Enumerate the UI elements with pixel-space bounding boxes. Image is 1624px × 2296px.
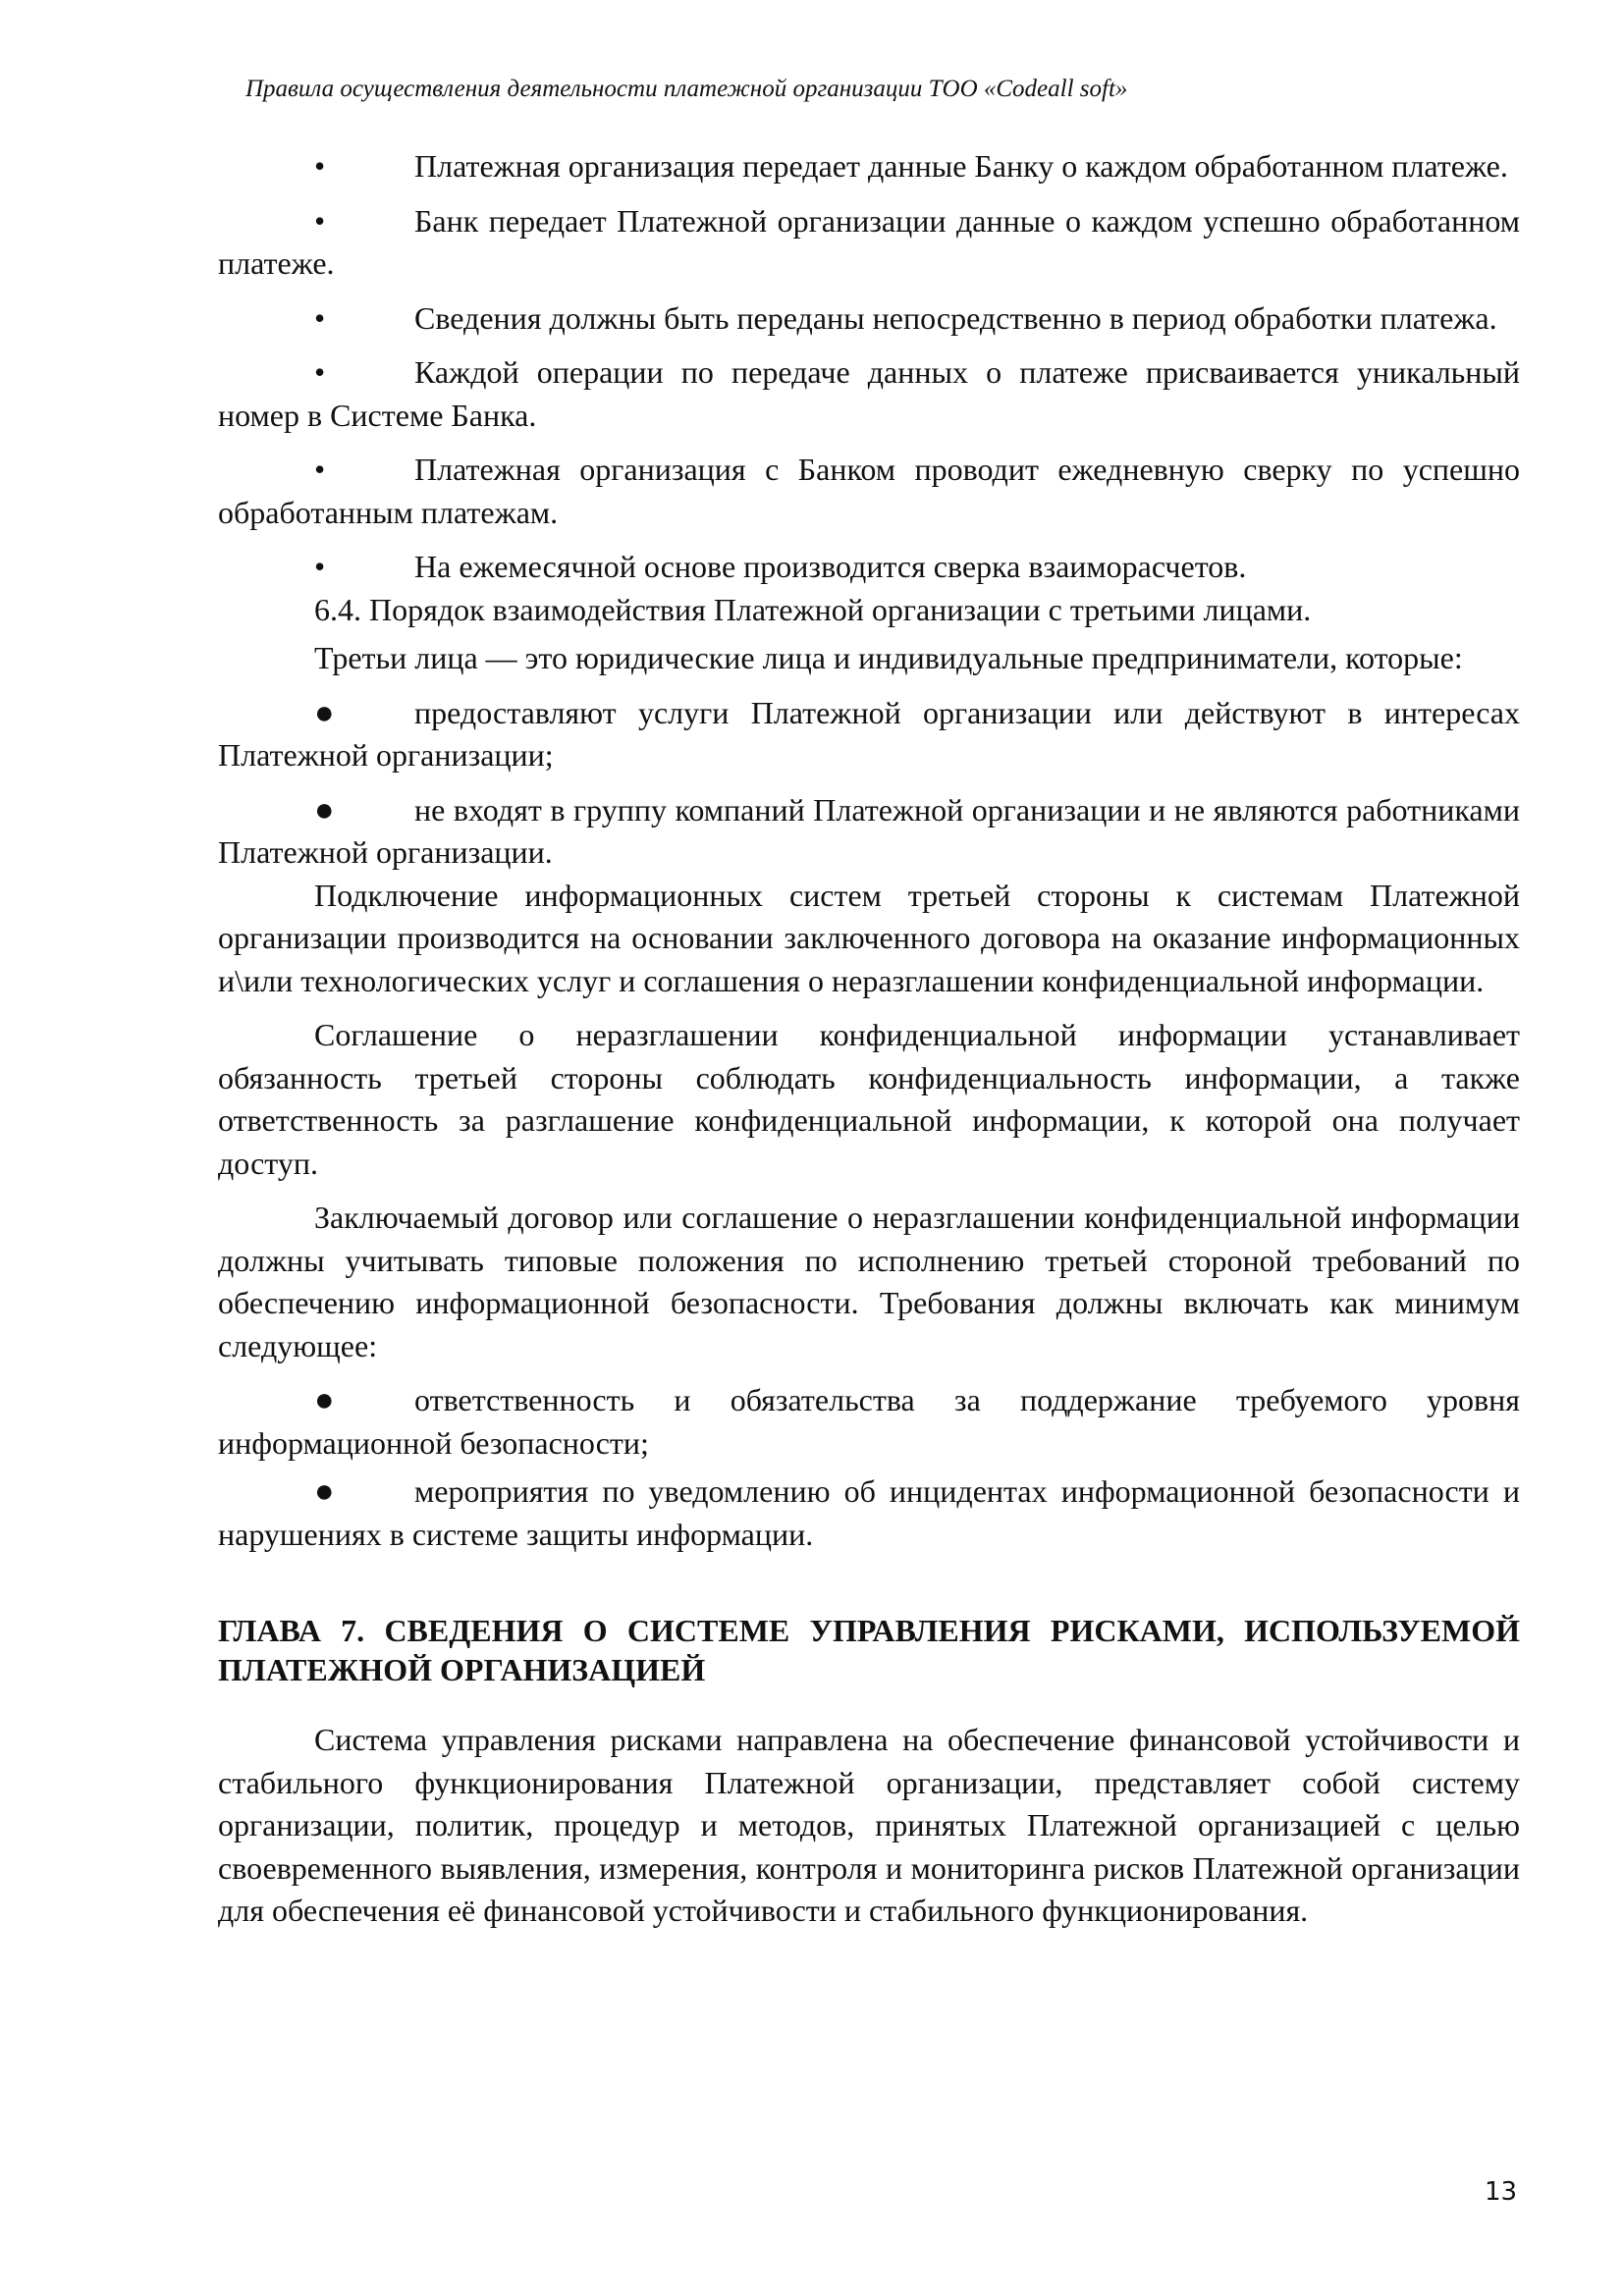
- paragraph-contract: Заключаемый договор или соглашение о неразглашении конфиденциальной информации должны учитывать типовые положения по исполнению третьей стороной требований по обеспечению информационной безопасности. Требования должны включать как минимум следующее:: [218, 1200, 1520, 1363]
- bullet-mark: ●: [314, 1473, 335, 1510]
- paragraph-agreement: Соглашение о неразглашении конфиденциальной информации устанавливает обязанность третьей стороны соблюдать конфиденциальность информации, а также ответственность за разглашение конфиденциальной информации, к которой она получает доступ.: [218, 1017, 1520, 1181]
- list-item: [218, 546, 1520, 589]
- third-parties-intro: Третьи лица — это юридические лица и индивидуальные предприниматели, которые:: [314, 640, 1463, 675]
- list-item-text: Каждой операции по передаче данных о платеже присваивается уникальный номер в Системе Банка.: [218, 354, 1520, 433]
- running-header: Правила осуществления деятельности платежной организации ТОО «Codeall soft»: [245, 76, 1128, 102]
- bullet-mark: ●: [314, 1382, 335, 1418]
- list-item-text: не входят в группу компаний Платежной организации и не являются работниками Платежной организации.: [218, 791, 1520, 870]
- list-item-text: Платежная организация с Банком проводит ежедневную сверку по успешно обработанным платежам.: [218, 452, 1520, 530]
- list-item: [218, 789, 1520, 875]
- list-item-text: На ежемесячной основе производится сверка взаиморасчетов.: [414, 549, 1247, 584]
- list-item-text: Банк передает Платежной организации данные о каждом успешно обработанном платеже.: [218, 202, 1520, 281]
- list-item: [218, 351, 1520, 437]
- page-number: 13: [1485, 2177, 1518, 2207]
- list-item: [218, 449, 1520, 534]
- list-item: [218, 692, 1520, 777]
- chapter-paragraph: Система управления рисками направлена на обеспечение финансовой устойчивости и стабильного функционирования Платежной организации, представляет собой систему организации, политик, процедур и методов, принятых Платежной организацией с целью своевременного выявления, измерения, контроля и мониторинга рисков Платежной организации для обеспечения её финансовой устойчивости и стабильного функционирования.: [218, 1722, 1520, 1928]
- list-item-text: Сведения должны быть переданы непосредственно в период обработки платежа.: [414, 299, 1497, 336]
- list-item-text: ответственность и обязательства за поддержание требуемого уровня информационной безопасности;: [218, 1382, 1520, 1461]
- list-item: [218, 145, 1520, 188]
- list-item: [218, 297, 1520, 341]
- list-item-text: Платежная организация передает данные Банку о каждом обработанном платеже.: [414, 148, 1508, 184]
- list-item-text: предоставляют услуги Платежной организации или действуют в интересах Платежной организации;: [218, 694, 1520, 773]
- bullet-mark: ●: [314, 694, 335, 731]
- bullet-mark: •: [314, 549, 326, 584]
- bullet-mark: •: [314, 452, 326, 487]
- bullet-mark: •: [314, 354, 326, 390]
- bullet-mark: •: [314, 148, 326, 184]
- list-item: [218, 1470, 1520, 1556]
- page-content: [218, 145, 1520, 1933]
- bullet-mark: •: [314, 202, 326, 239]
- section-heading-6-4: 6.4. Порядок взаимодействия Платежной организации с третьими лицами.: [314, 591, 1312, 627]
- chapter-heading: ГЛАВА 7. СВЕДЕНИЯ О СИСТЕМЕ УПРАВЛЕНИЯ РИСКАМИ, ИСПОЛЬЗУЕМОЙ ПЛАТЕЖНОЙ ОРГАНИЗАЦИЕЙ: [218, 1613, 1520, 1687]
- paragraph-connection: Подключение информационных систем третьей стороны к системам Платежной организации производится на основании заключенного договора на оказание информационных и\или технологических услуг и соглашения о неразглашении конфиденциальной информации.: [218, 877, 1520, 998]
- list-item: [218, 200, 1520, 286]
- list-item: [218, 1379, 1520, 1465]
- list-item-text: мероприятия по уведомлению об инцидентах информационной безопасности и нарушениях в системе защиты информации.: [218, 1473, 1520, 1552]
- bullet-mark: •: [314, 299, 326, 336]
- bullet-mark: ●: [314, 791, 335, 828]
